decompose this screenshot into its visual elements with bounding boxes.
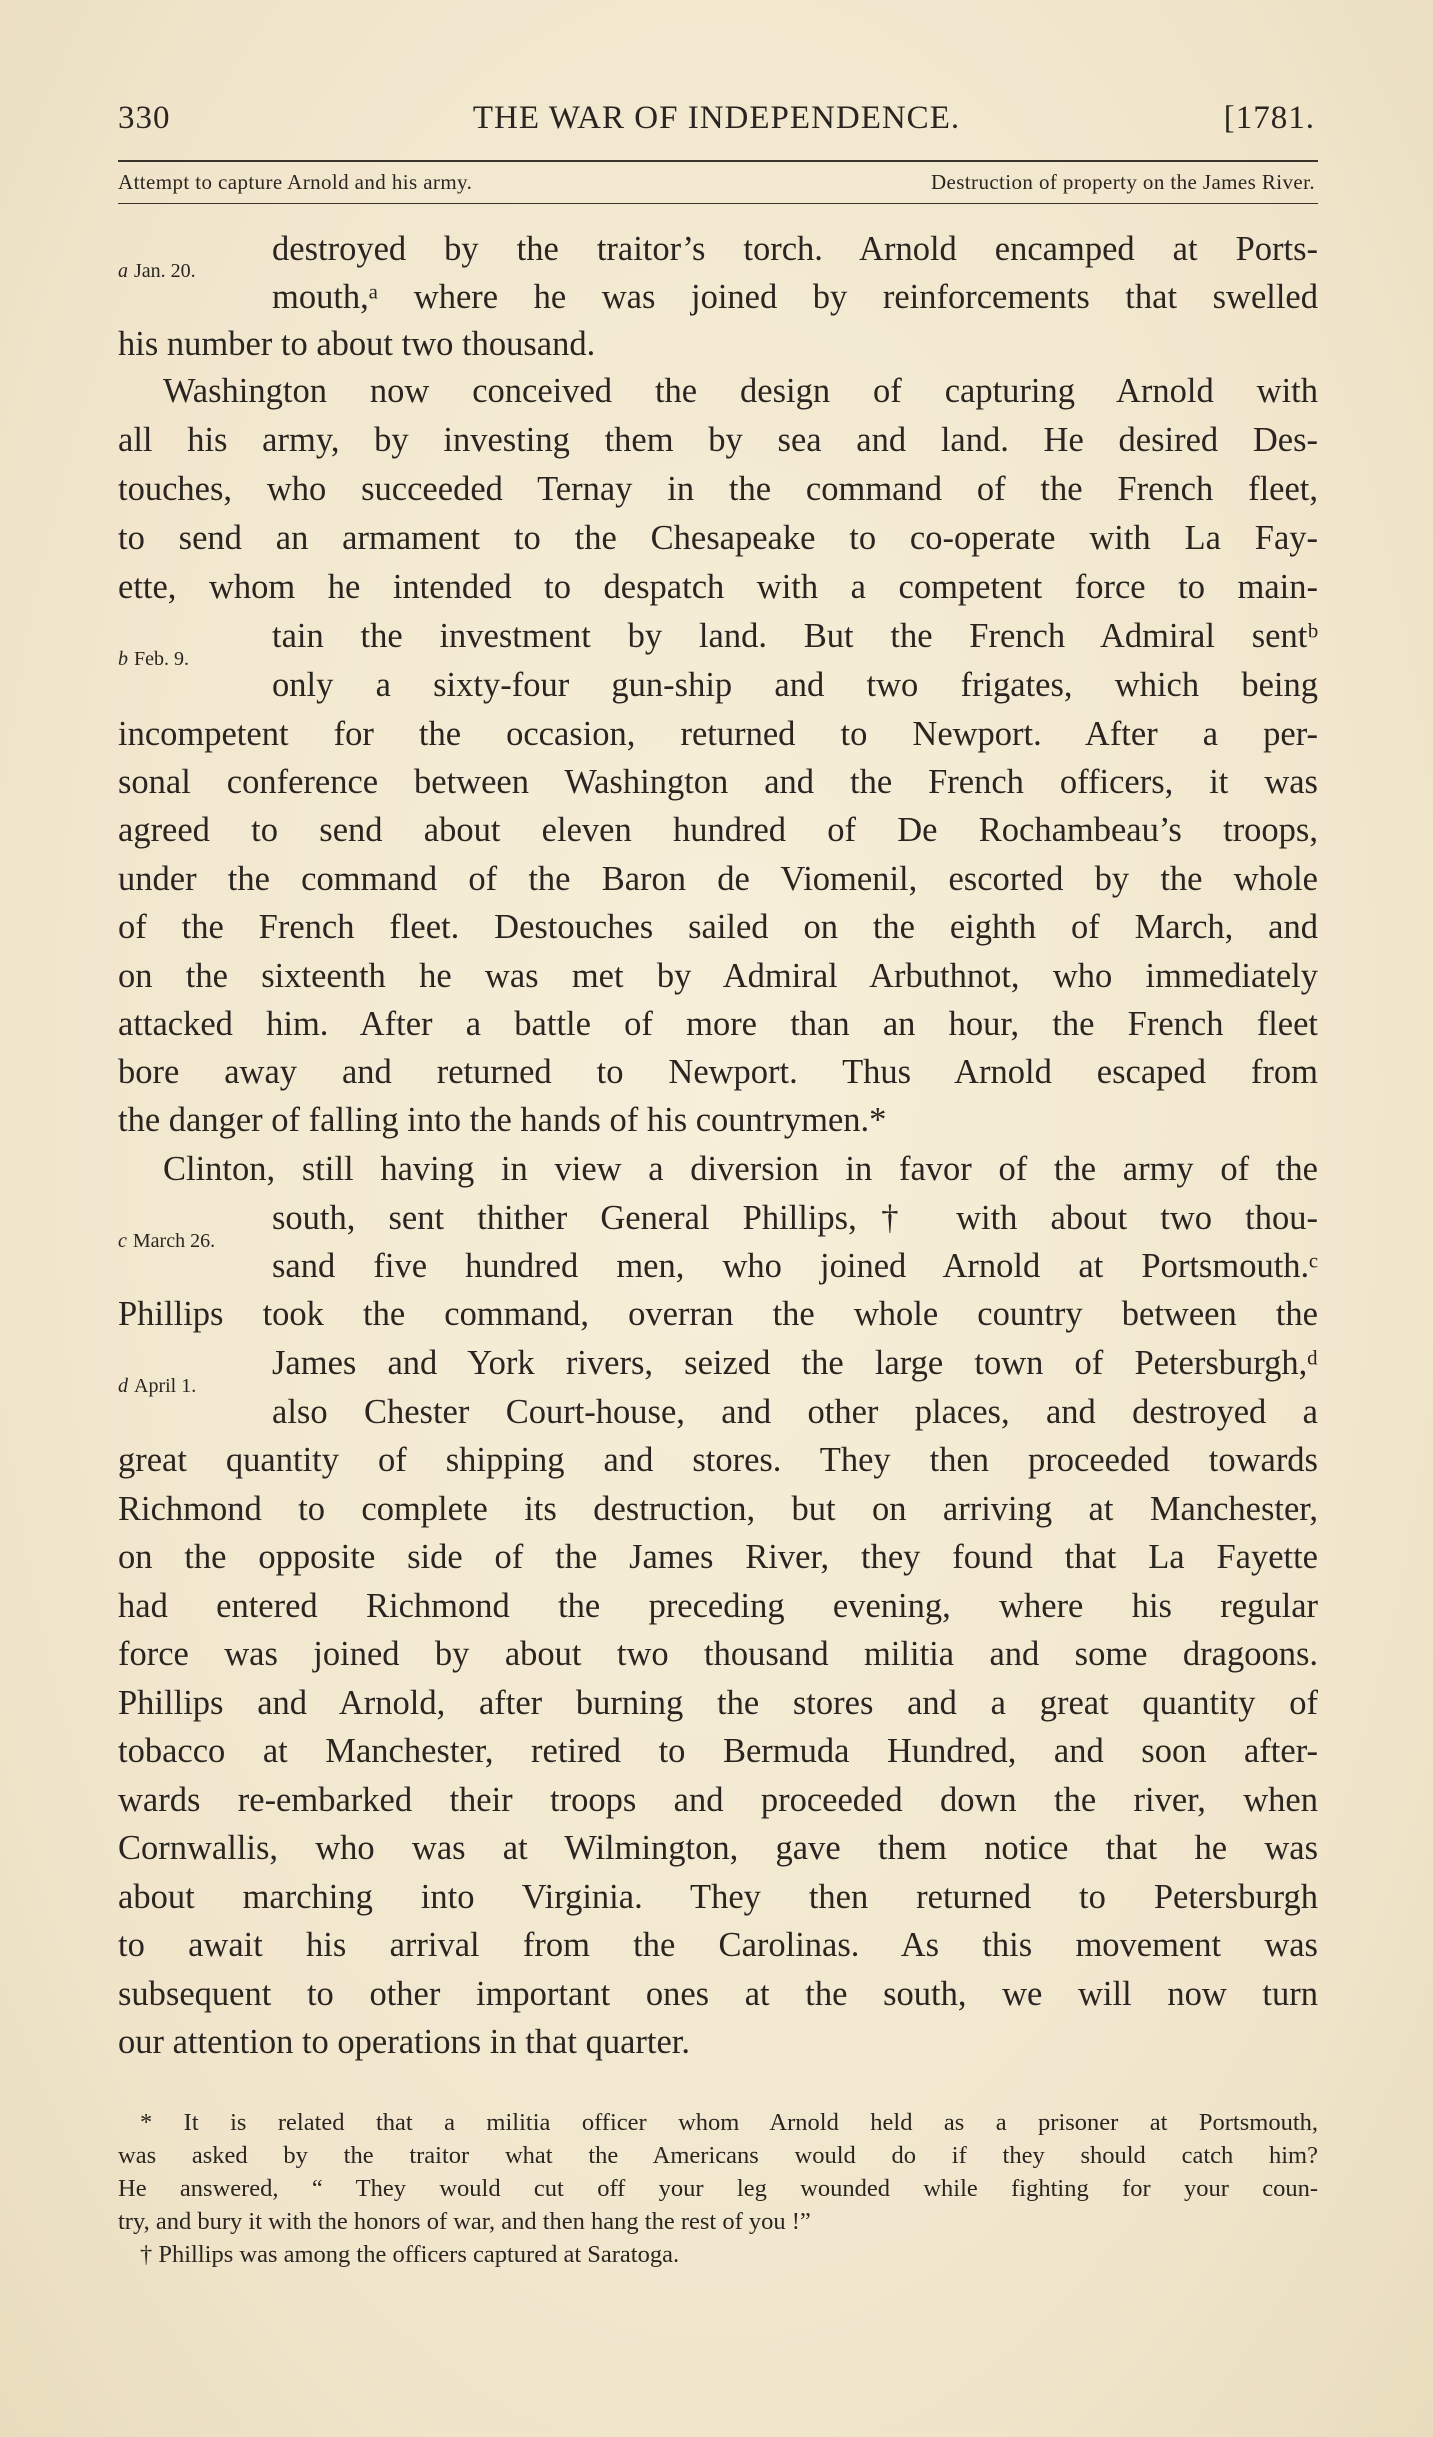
body-line: the danger of falling into the hands of his countrymen.* [118, 1101, 887, 1139]
body-line: Richmond to complete its destruction, but on arriving at Manchester, [118, 1490, 1318, 1528]
body-line: only a sixty-four gun-ship and two frigates, which being [272, 666, 1318, 704]
margin-note-b: b Feb. 9. [118, 648, 189, 670]
body-line: ette, whom he intended to despatch with a competent force to main- [118, 568, 1318, 606]
running-title: THE WAR OF INDEPENDENCE. [472, 100, 961, 136]
body-line: mouth,ᵃ where he was joined by reinforcements that swelled [272, 278, 1318, 316]
body-line: had entered Richmond the preceding evening, where his regular [118, 1587, 1318, 1625]
margin-note-c: c March 26. [118, 1230, 216, 1252]
margin-note-d: d April 1. [118, 1375, 197, 1397]
body-line: on the sixteenth he was met by Admiral Arbuthnot, who immediately [118, 957, 1318, 995]
page-number: 330 [118, 100, 171, 136]
subheader-rule [118, 203, 1318, 204]
footnote-line: † Phillips was among the officers captured at Saratoga. [140, 2241, 680, 2268]
body-line: James and York rivers, seized the large town of Petersburgh,ᵈ [272, 1344, 1318, 1382]
margin-note-a: a Jan. 20. [118, 260, 196, 282]
body-line: tobacco at Manchester, retired to Bermuda Hundred, and soon after- [118, 1732, 1318, 1770]
footnote-line: was asked by the traitor what the Americans would do if they should catch him? [118, 2142, 1318, 2169]
body-line: to await his arrival from the Carolinas. As this movement was [118, 1926, 1318, 1964]
body-line: attacked him. After a battle of more than an hour, the French fleet [118, 1005, 1318, 1043]
body-line: Phillips took the command, overran the whole country between the [118, 1295, 1318, 1333]
body-line: incompetent for the occasion, returned to Newport. After a per- [118, 715, 1318, 753]
body-line: of the French fleet. Destouches sailed on the eighth of March, and [118, 908, 1318, 946]
footnote-line: try, and bury it with the honors of war, and then hang the rest of you !” [118, 2208, 811, 2235]
body-line: subsequent to other important ones at the south, we will now turn [118, 1975, 1318, 2013]
body-line: to send an armament to the Chesapeake to co-operate with La Fay- [118, 519, 1318, 557]
body-line: about marching into Virginia. They then returned to Petersburgh [118, 1878, 1318, 1916]
header-rule [118, 160, 1318, 162]
body-line: Cornwallis, who was at Wilmington, gave them notice that he was [118, 1829, 1318, 1867]
body-line: force was joined by about two thousand militia and some dragoons. [118, 1635, 1318, 1673]
body-line: agreed to send about eleven hundred of De Rochambeau’s troops, [118, 811, 1318, 849]
body-line: our attention to operations in that quarter. [118, 2023, 690, 2061]
footnote-line: * It is related that a militia officer whom Arnold held as a prisoner at Portsmouth, [140, 2109, 1318, 2136]
running-year: [1781. [1223, 100, 1315, 136]
body-line: all his army, by investing them by sea and land. He desired Des- [118, 421, 1318, 459]
body-line: also Chester Court-house, and other places, and destroyed a [272, 1393, 1318, 1431]
body-line: under the command of the Baron de Viomenil, escorted by the whole [118, 860, 1318, 898]
body-line: on the opposite side of the James River, they found that La Fayette [118, 1538, 1318, 1576]
body-line: Clinton, still having in view a diversion in favor of the army of the [163, 1150, 1318, 1188]
running-head [118, 100, 1315, 160]
body-line: bore away and returned to Newport. Thus Arnold escaped from [118, 1053, 1318, 1091]
subheader-right: Destruction of property on the James River. [930, 170, 1315, 194]
body-line: destroyed by the traitor’s torch. Arnold encamped at Ports- [272, 230, 1318, 268]
body-line: touches, who succeeded Ternay in the command of the French fleet, [118, 470, 1318, 508]
body-line: south, sent thither General Phillips,† with about two thou- [272, 1199, 1318, 1237]
body-line: sand five hundred men, who joined Arnold at Portsmouth.ᶜ [272, 1247, 1318, 1285]
body-line: Washington now conceived the design of capturing Arnold with [163, 372, 1318, 410]
subheader-left: Attempt to capture Arnold and his army. [118, 170, 473, 194]
body-line: sonal conference between Washington and the French officers, it was [118, 763, 1318, 801]
body-line: his number to about two thousand. [118, 325, 596, 363]
body-line: wards re-embarked their troops and proceeded down the river, when [118, 1781, 1318, 1819]
footnote-line: He answered, “ They would cut off your leg wounded while fighting for your coun- [118, 2175, 1318, 2202]
body-line: Phillips and Arnold, after burning the stores and a great quantity of [118, 1684, 1318, 1722]
body-line: tain the investment by land. But the French Admiral sentᵇ [272, 617, 1318, 655]
body-line: great quantity of shipping and stores. They then proceeded towards [118, 1441, 1318, 1479]
